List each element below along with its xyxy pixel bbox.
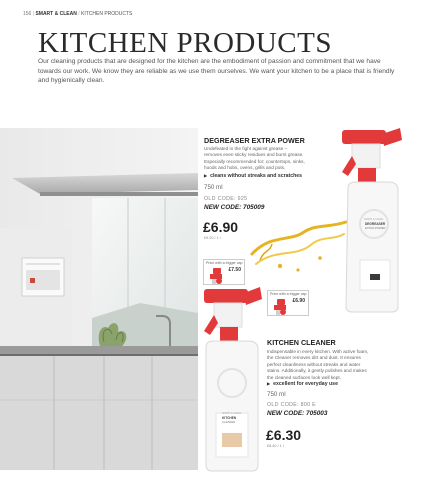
product-price-degreaser: £6.90 [203, 219, 239, 235]
product-new-code-degreaser: NEW CODE: 705009 [204, 204, 265, 211]
product-feature-degreaser: ▶ cleans without streaks and scratches [204, 173, 302, 179]
product-price-kitchen-cleaner: £6.30 [266, 427, 302, 443]
page-number: 156 [23, 11, 32, 17]
product-volume-degreaser: 750 ml [204, 184, 223, 191]
trigger-cap-icon [207, 268, 225, 284]
intro-text: Our cleaning products that are designed for the kitchen are the embodiment of passion and commitment that we have towards our work. We know they are reliable as we use them ourselves. We want your kitchen to be a place that is friendly and hygienically clean. [38, 58, 395, 85]
product-old-code-degreaser: OLD CODE: 925 [204, 196, 248, 202]
subsection-name: KITCHEN PRODUCTS [81, 11, 133, 17]
product-name-degreaser: DEGREASER EXTRA POWER [204, 136, 305, 145]
product-old-code-kitchen-cleaner: OLD CODE: 800 E [267, 402, 316, 408]
trigger-cap-icon [271, 299, 289, 315]
kitchen-bottle-text: KITCHEN [222, 416, 237, 420]
product-description-kitchen-cleaner: Indispensable in every kitchen. With active foam, the Cleaner removes dirt and dust. It ensures perfect cleanliness without streaks and water stains. Additionally, it gently polishes and makes the cleaned surfaces look well kept. [267, 349, 369, 380]
kitchen-bottle-brand: SMART & CLEAN [222, 412, 242, 415]
kitchen-photo [0, 128, 198, 470]
degreaser-bottle-brand: SMART & CLEAN [364, 218, 384, 221]
product-description-degreaser: Undefeated in the fight against grease – removes even sticky residues and burnt grease. Especially recommended for: countertops, sinks, hoods and hobs, ovens, grills and pots. [204, 146, 305, 171]
trigger-cap-price: £6.90 [292, 298, 305, 304]
page-header: 156 | SMART & CLEAN / KITCHEN PRODUCTS [23, 11, 133, 17]
product-volume-kitchen-cleaner: 750 ml [267, 391, 286, 398]
product-unit-price-kitchen-cleaner: £8.40 / 1 l [267, 444, 284, 448]
kitchen-bottle-subtext: CLEANER [222, 420, 236, 424]
section-name: SMART & CLEAN [35, 11, 77, 17]
trigger-cap-label: Price with a trigger cap [206, 261, 243, 265]
trigger-cap-label: Price with a trigger cap [270, 292, 307, 296]
product-feature-kitchen-cleaner: ▶ excellent for everyday use [267, 381, 338, 387]
trigger-cap-price: £7.50 [228, 267, 241, 273]
degreaser-bottle-text: DEGREASER [365, 222, 386, 226]
oil-splash-image [250, 214, 350, 274]
product-new-code-kitchen-cleaner: NEW CODE: 705003 [267, 410, 328, 417]
trigger-cap-box-degreaser [203, 259, 245, 285]
product-name-kitchen-cleaner: KITCHEN CLEANER [267, 338, 336, 347]
trigger-cap-box-kitchen [267, 290, 309, 316]
product-unit-price-degreaser: £9.20 / 1 l [204, 236, 221, 240]
kitchen-cleaner-bottle-image [200, 283, 264, 473]
page-title: KITCHEN PRODUCTS [38, 27, 332, 59]
degreaser-bottle-subtext: EXTRA POWER [365, 226, 386, 230]
